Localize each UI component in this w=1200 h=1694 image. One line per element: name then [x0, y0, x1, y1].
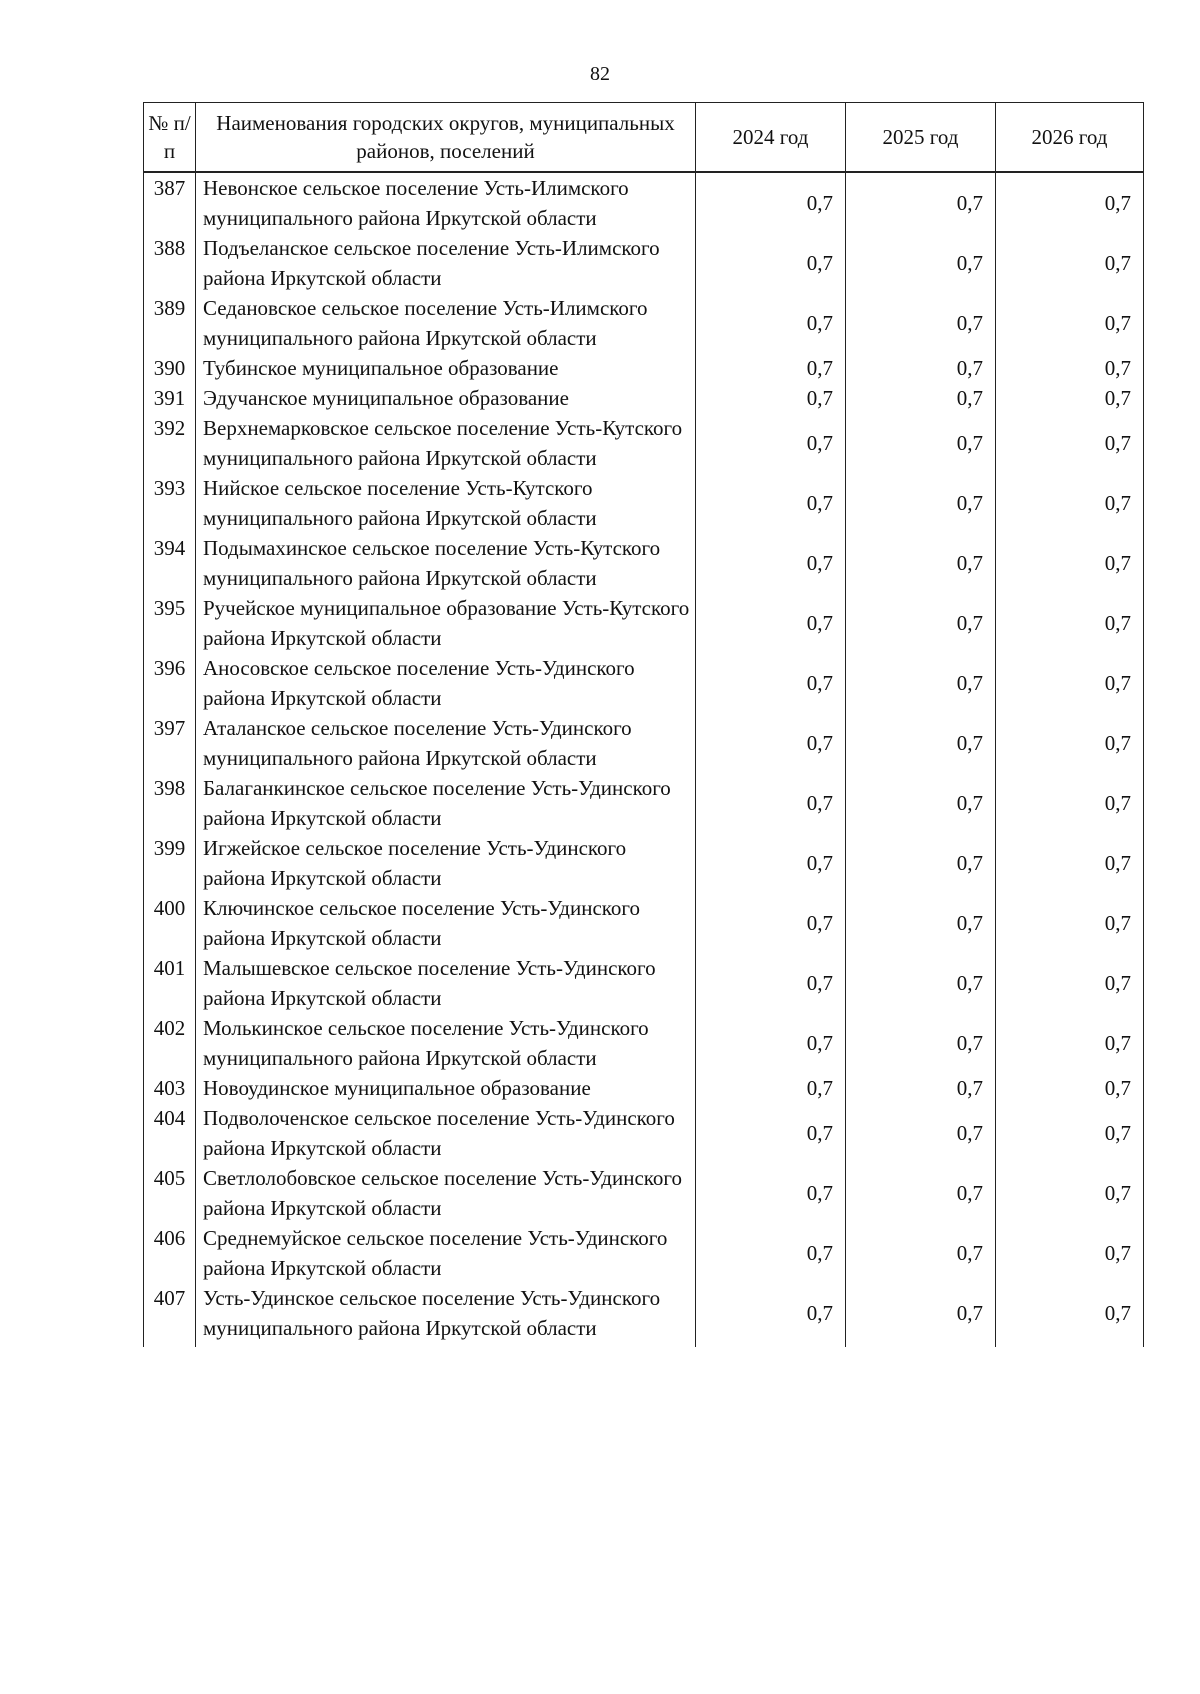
value-2026: 0,7 — [996, 383, 1144, 413]
row-number: 397 — [144, 713, 196, 773]
table-row — [144, 593, 1144, 653]
value-2025: 0,7 — [846, 383, 996, 413]
table-header — [144, 103, 1144, 173]
value-2026: 0,7 — [996, 593, 1144, 653]
row-number: 394 — [144, 533, 196, 593]
header-2026: 2026 год — [996, 103, 1144, 173]
municipality-name: Седановское сельское поселение Усть-Илимского муниципального района Иркутской области — [196, 293, 696, 353]
municipality-name: Светлолобовское сельское поселение Усть-Удинского района Иркутской области — [196, 1163, 696, 1223]
value-2026: 0,7 — [996, 1013, 1144, 1073]
header-2025: 2025 год — [846, 103, 996, 173]
value-2025: 0,7 — [846, 653, 996, 713]
value-2026: 0,7 — [996, 233, 1144, 293]
table-row — [144, 413, 1144, 473]
value-2026: 0,7 — [996, 893, 1144, 953]
value-2026: 0,7 — [996, 1103, 1144, 1163]
value-2025: 0,7 — [846, 1013, 996, 1073]
table-row — [144, 533, 1144, 593]
value-2024: 0,7 — [696, 1103, 846, 1163]
municipality-name: Верхнемарковское сельское поселение Усть-Кутского муниципального района Иркутской области — [196, 413, 696, 473]
value-2024: 0,7 — [696, 1283, 846, 1347]
value-2026: 0,7 — [996, 1223, 1144, 1283]
value-2024: 0,7 — [696, 1223, 846, 1283]
table-row — [144, 473, 1144, 533]
table-row — [144, 1073, 1144, 1103]
value-2024: 0,7 — [696, 413, 846, 473]
table-row — [144, 1013, 1144, 1073]
value-2024: 0,7 — [696, 172, 846, 233]
value-2024: 0,7 — [696, 833, 846, 893]
value-2026: 0,7 — [996, 533, 1144, 593]
value-2025: 0,7 — [846, 533, 996, 593]
row-number: 391 — [144, 383, 196, 413]
value-2024: 0,7 — [696, 593, 846, 653]
row-number: 390 — [144, 353, 196, 383]
value-2025: 0,7 — [846, 1103, 996, 1163]
municipality-name: Подволоченское сельское поселение Усть-Удинского района Иркутской области — [196, 1103, 696, 1163]
table-row — [144, 773, 1144, 833]
value-2025: 0,7 — [846, 353, 996, 383]
table-row — [144, 1103, 1144, 1163]
row-number: 393 — [144, 473, 196, 533]
value-2024: 0,7 — [696, 533, 846, 593]
municipality-name: Новоудинское муниципальное образование — [196, 1073, 696, 1103]
value-2026: 0,7 — [996, 413, 1144, 473]
header-2024: 2024 год — [696, 103, 846, 173]
value-2024: 0,7 — [696, 773, 846, 833]
allocation-table-container — [143, 102, 1143, 1347]
value-2024: 0,7 — [696, 893, 846, 953]
row-number: 402 — [144, 1013, 196, 1073]
row-number: 401 — [144, 953, 196, 1013]
row-number: 400 — [144, 893, 196, 953]
municipality-name: Ключинское сельское поселение Усть-Удинского района Иркутской области — [196, 893, 696, 953]
value-2024: 0,7 — [696, 1163, 846, 1223]
table-row — [144, 1163, 1144, 1223]
table-row — [144, 383, 1144, 413]
table-body — [144, 172, 1144, 1347]
row-number: 403 — [144, 1073, 196, 1103]
value-2024: 0,7 — [696, 1073, 846, 1103]
municipality-name: Эдучанское муниципальное образование — [196, 383, 696, 413]
value-2024: 0,7 — [696, 293, 846, 353]
value-2026: 0,7 — [996, 1163, 1144, 1223]
table-row — [144, 233, 1144, 293]
municipality-name: Ручейское муниципальное образование Усть-Кутского района Иркутской области — [196, 593, 696, 653]
municipality-name: Невонское сельское поселение Усть-Илимского муниципального района Иркутской области — [196, 172, 696, 233]
table-row — [144, 1223, 1144, 1283]
table-row — [144, 953, 1144, 1013]
row-number: 392 — [144, 413, 196, 473]
value-2025: 0,7 — [846, 413, 996, 473]
value-2024: 0,7 — [696, 233, 846, 293]
value-2026: 0,7 — [996, 353, 1144, 383]
header-row — [144, 103, 1144, 173]
municipality-name: Аталанское сельское поселение Усть-Удинского муниципального района Иркутской области — [196, 713, 696, 773]
table-row — [144, 353, 1144, 383]
value-2025: 0,7 — [846, 593, 996, 653]
table-row — [144, 833, 1144, 893]
value-2026: 0,7 — [996, 773, 1144, 833]
row-number: 398 — [144, 773, 196, 833]
municipality-name: Среднемуйское сельское поселение Усть-Удинского района Иркутской области — [196, 1223, 696, 1283]
municipality-name: Балаганкинское сельское поселение Усть-Удинского района Иркутской области — [196, 773, 696, 833]
row-number: 407 — [144, 1283, 196, 1347]
municipality-name: Тубинское муниципальное образование — [196, 353, 696, 383]
municipality-name: Аносовское сельское поселение Усть-Удинского района Иркутской области — [196, 653, 696, 713]
value-2026: 0,7 — [996, 653, 1144, 713]
row-number: 404 — [144, 1103, 196, 1163]
value-2024: 0,7 — [696, 1013, 846, 1073]
value-2025: 0,7 — [846, 1073, 996, 1103]
value-2025: 0,7 — [846, 233, 996, 293]
municipality-name: Нийское сельское поселение Усть-Кутского муниципального района Иркутской области — [196, 473, 696, 533]
municipality-name: Усть-Удинское сельское поселение Усть-Удинского муниципального района Иркутской области — [196, 1283, 696, 1347]
header-num: № п/п — [144, 103, 196, 173]
municipality-name: Малышевское сельское поселение Усть-Удинского района Иркутской области — [196, 953, 696, 1013]
value-2026: 0,7 — [996, 1283, 1144, 1347]
value-2024: 0,7 — [696, 383, 846, 413]
allocation-table — [143, 102, 1144, 1347]
municipality-name: Игжейское сельское поселение Усть-Удинского района Иркутской области — [196, 833, 696, 893]
value-2026: 0,7 — [996, 713, 1144, 773]
header-name: Наименования городских округов, муниципальных районов, поселений — [196, 103, 696, 173]
value-2026: 0,7 — [996, 1073, 1144, 1103]
value-2026: 0,7 — [996, 172, 1144, 233]
value-2025: 0,7 — [846, 1223, 996, 1283]
value-2025: 0,7 — [846, 773, 996, 833]
value-2026: 0,7 — [996, 473, 1144, 533]
value-2025: 0,7 — [846, 172, 996, 233]
page-number: 82 — [590, 63, 610, 85]
value-2025: 0,7 — [846, 293, 996, 353]
value-2026: 0,7 — [996, 833, 1144, 893]
row-number: 395 — [144, 593, 196, 653]
row-number: 389 — [144, 293, 196, 353]
value-2024: 0,7 — [696, 953, 846, 1013]
table-row — [144, 293, 1144, 353]
row-number: 406 — [144, 1223, 196, 1283]
municipality-name: Подымахинское сельское поселение Усть-Кутского муниципального района Иркутской области — [196, 533, 696, 593]
value-2025: 0,7 — [846, 833, 996, 893]
table-row — [144, 713, 1144, 773]
value-2025: 0,7 — [846, 473, 996, 533]
value-2025: 0,7 — [846, 953, 996, 1013]
municipality-name: Подъеланское сельское поселение Усть-Илимского района Иркутской области — [196, 233, 696, 293]
row-number: 388 — [144, 233, 196, 293]
row-number: 405 — [144, 1163, 196, 1223]
table-row — [144, 893, 1144, 953]
value-2024: 0,7 — [696, 353, 846, 383]
row-number: 387 — [144, 172, 196, 233]
municipality-name: Молькинское сельское поселение Усть-Удинского муниципального района Иркутской области — [196, 1013, 696, 1073]
value-2025: 0,7 — [846, 1163, 996, 1223]
value-2026: 0,7 — [996, 293, 1144, 353]
table-row — [144, 653, 1144, 713]
table-row — [144, 172, 1144, 233]
row-number: 399 — [144, 833, 196, 893]
value-2025: 0,7 — [846, 713, 996, 773]
row-number: 396 — [144, 653, 196, 713]
value-2025: 0,7 — [846, 893, 996, 953]
value-2025: 0,7 — [846, 1283, 996, 1347]
table-row — [144, 1283, 1144, 1347]
value-2024: 0,7 — [696, 713, 846, 773]
value-2024: 0,7 — [696, 653, 846, 713]
value-2024: 0,7 — [696, 473, 846, 533]
value-2026: 0,7 — [996, 953, 1144, 1013]
